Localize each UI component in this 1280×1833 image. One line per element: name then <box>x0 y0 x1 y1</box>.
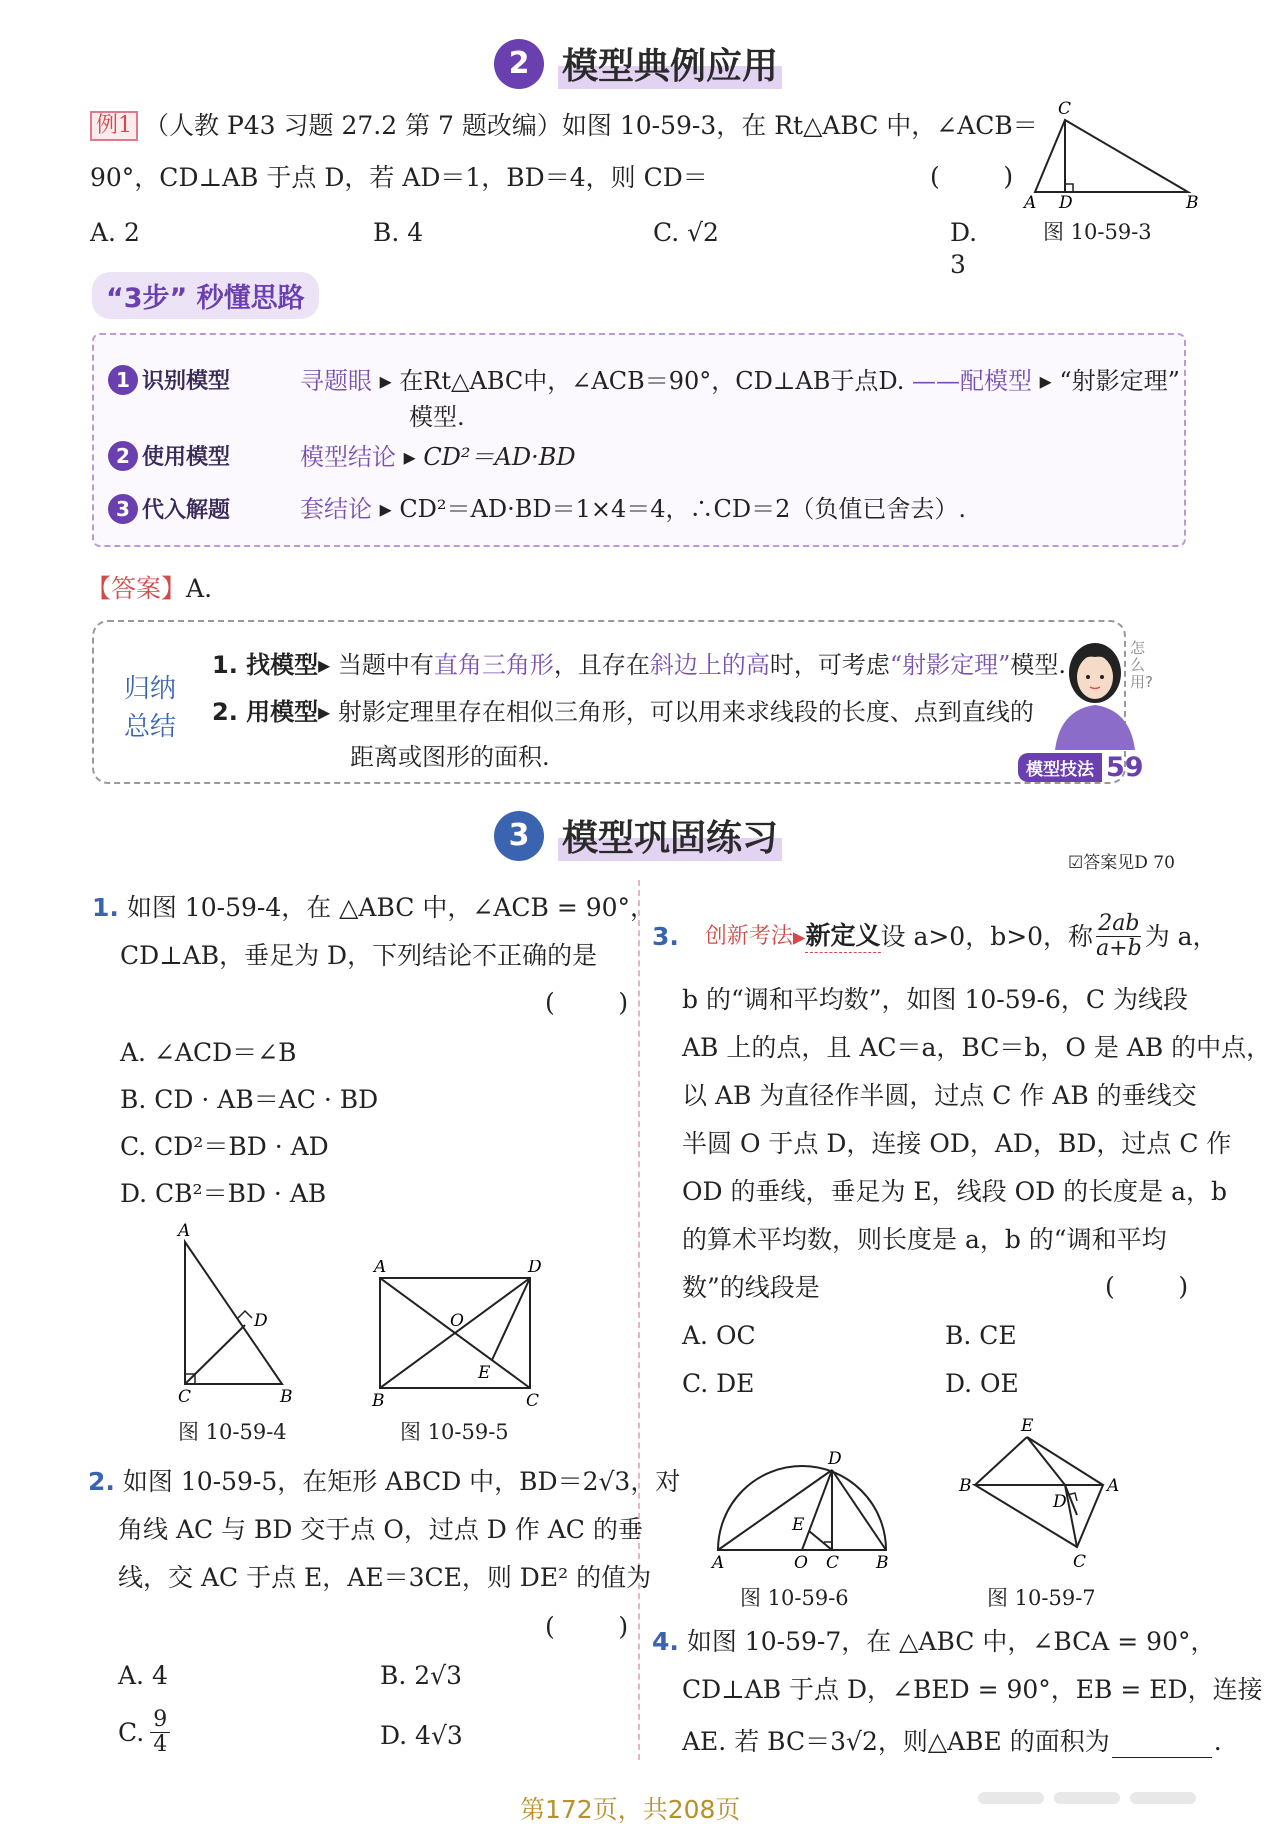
section2-title: 模型典例应用 <box>558 38 782 89</box>
fig4-label-a: A <box>178 1222 191 1241</box>
q1-option-b: B. CD · AB＝AC · BD <box>120 1085 379 1114</box>
figure-10-59-7 <box>955 1415 1135 1575</box>
innovation-tag: 创新考法 <box>704 923 793 949</box>
q3-line3: AB 上的点，且 AC＝a，BC＝b，O 是 AB 的中点， <box>682 1033 1272 1062</box>
three-step-title: “3步” 秒懂思路 <box>92 272 319 319</box>
technique-badge: 模型技法 59 <box>1018 752 1144 783</box>
q1-option-d: D. CB²＝BD · AB <box>120 1179 327 1208</box>
summary-item-1: 1. 找模型▸ 当题中有直角三角形，且存在斜边上的高时，可考虑“射影定理”模型. <box>212 651 1067 679</box>
summary-item-2-cont: 距离或图形的面积. <box>350 743 550 771</box>
section3-number: 3 <box>494 811 544 861</box>
step-1-badge: 1 识别模型 <box>108 364 230 395</box>
q3-option-a: A. OC <box>682 1321 756 1350</box>
step-1-content: 寻题眼 ▸ 在Rt△ABC中，∠ACB＝90°，CD⊥AB于点D. ——配模型 ▸ “射影定理” <box>300 367 1180 395</box>
fig7-label-c: C <box>1073 1552 1087 1572</box>
example-answer-paren: ( ) <box>930 162 1014 191</box>
q2-line3: 线，交 AC 于点 E，AE＝3CE，则 DE² 的值为 <box>118 1563 652 1592</box>
right-angle-mark <box>1065 184 1073 192</box>
q2-option-c: C. 9 4 <box>118 1708 170 1757</box>
page-indicator: 第172页，共208页 <box>520 1795 741 1824</box>
fig6-label-c: C <box>826 1553 840 1573</box>
summary-item-2: 2. 用模型▸ 射影定理里存在相似三角形，可以用来求线段的长度、点到直线的 <box>212 698 1034 726</box>
scroll-track[interactable] <box>978 1792 1238 1810</box>
q2-option-d: D. 4√3 <box>380 1721 463 1750</box>
example-option-b: B. 4 <box>373 218 424 247</box>
q4-line3: AE. 若 BC＝3√2，则△ABE 的面积为 . <box>682 1727 1222 1756</box>
section2-header <box>494 38 782 89</box>
q2-option-b: B. 2√3 <box>380 1661 463 1690</box>
figure-10-59-5 <box>368 1260 548 1410</box>
summary-label: 归纳 总结 <box>124 674 177 742</box>
q3-line7: 的算术平均数，则长度是 a，b 的“调和平均 <box>682 1225 1167 1254</box>
example-source: （人教 P43 习题 27.2 第 7 题改编） <box>144 111 562 140</box>
fig5-label-d: D <box>528 1260 542 1277</box>
step-2-content: 模型结论 ▸ CD²＝AD·BD <box>300 443 576 471</box>
example-option-c: C. √2 <box>653 218 719 247</box>
fig4-label-d: D <box>254 1311 268 1331</box>
example-stem-1: 如图 10-59-3，在 Rt△ABC 中，∠ACB＝ <box>561 111 1038 140</box>
q1-option-a: A. ∠ACD＝∠B <box>120 1038 297 1067</box>
q4-line1: 4. 如图 10-59-7，在 △ABC 中，∠BCA = 90°， <box>652 1627 1216 1656</box>
figure-10-59-6-caption: 图 10-59-6 <box>740 1586 849 1610</box>
step-1-content-2: 模型. <box>409 403 465 431</box>
fig7-label-e: E <box>1021 1416 1034 1436</box>
triangle-abc <box>1035 120 1188 192</box>
q2-line1: 2. 如图 10-59-5，在矩形 ABCD 中，BD＝2√3，对 <box>88 1467 681 1496</box>
example-line1 <box>90 110 1038 142</box>
fig7-label-d: D <box>1053 1492 1067 1512</box>
q3-option-b: B. CE <box>945 1321 1017 1350</box>
section2-number: 2 <box>494 39 544 89</box>
q3-option-c: C. DE <box>682 1369 755 1398</box>
q4-line2: CD⊥AB 于点 D，∠BED = 90°，EB = ED，连接 <box>682 1675 1263 1704</box>
fig6-label-e: E <box>792 1515 805 1535</box>
q3-line2: b 的“调和平均数”，如图 10-59-6，C 为线段 <box>682 985 1188 1014</box>
figure-10-59-7-caption: 图 10-59-7 <box>987 1586 1096 1610</box>
q1-line1: 1. 如图 10-59-4，在 △ABC 中，∠ACB = 90°， <box>92 893 656 922</box>
q3-paren: ( ) <box>1105 1272 1189 1301</box>
fig6-label-b: B <box>876 1553 889 1573</box>
fig6-label-d: D <box>828 1449 842 1469</box>
q1-option-c: C. CD²＝BD · AD <box>120 1132 329 1161</box>
figure-10-59-3 <box>1020 100 1200 210</box>
fig5-label-e: E <box>478 1363 491 1383</box>
q3-option-d: D. OE <box>945 1369 1019 1398</box>
label-b: B <box>1186 193 1199 210</box>
column-divider <box>638 880 640 1760</box>
section3-title: 模型巩固练习 <box>558 810 782 861</box>
q4-answer-blank[interactable] <box>1112 1731 1212 1758</box>
fig5-label-o: O <box>450 1311 464 1331</box>
label-a: A <box>1024 193 1037 210</box>
step-3-content: 套结论 ▸ CD²＝AD·BD＝1×4＝4，∴CD＝2（负值已舍去）. <box>300 495 967 523</box>
example-option-d: D. 3 <box>950 218 978 279</box>
q3-line4: 以 AB 为直径作半圆，过点 C 作 AB 的垂线交 <box>682 1081 1197 1110</box>
example-answer: 【答案】A. <box>86 574 213 603</box>
fig6-label-o: O <box>794 1553 808 1573</box>
figure-10-59-3-caption: 图 10-59-3 <box>1043 220 1152 244</box>
section3-header <box>494 810 782 861</box>
q2-option-a: A. 4 <box>118 1661 168 1690</box>
q2-paren: ( ) <box>545 1612 629 1641</box>
example-stem-2: 90°，CD⊥AB 于点 D，若 AD＝1，BD＝4，则 CD＝ <box>90 163 708 192</box>
label-c: C <box>1058 100 1072 119</box>
fig4-label-c: C <box>178 1387 192 1407</box>
figure-10-59-5-caption: 图 10-59-5 <box>400 1420 509 1444</box>
fig7-label-b: B <box>959 1476 972 1496</box>
thinking-bubble: 怎么用? <box>1130 639 1153 691</box>
fig5-label-b: B <box>372 1391 385 1410</box>
q3-line6: OD 的垂线，垂足为 E，线段 OD 的长度是 a，b <box>682 1177 1227 1206</box>
fig7-label-a: A <box>1107 1476 1120 1496</box>
fig4-label-b: B <box>280 1387 293 1407</box>
fig5-label-a: A <box>374 1260 387 1277</box>
q1-line2: CD⊥AB，垂足为 D，下列结论不正确的是 <box>120 941 598 970</box>
fig5-label-c: C <box>526 1391 540 1410</box>
figure-10-59-4 <box>170 1222 300 1407</box>
q2-line2: 角线 AC 与 BD 交于点 O，过点 D 作 AC 的垂 <box>118 1515 643 1544</box>
figure-10-59-4-caption: 图 10-59-4 <box>178 1420 287 1444</box>
q3-line8: 数”的线段是 <box>682 1273 820 1302</box>
step-2-badge: 2 使用模型 <box>108 440 230 471</box>
answer-reference: ☑答案见D 70 <box>1068 853 1175 873</box>
figure-10-59-6 <box>706 1448 896 1573</box>
step-3-badge: 3 代入解题 <box>108 493 230 524</box>
example-label: 例1 <box>90 111 138 141</box>
fig6-label-a: A <box>712 1553 725 1573</box>
q3-line5: 半圆 O 于点 D，连接 OD，AD，BD，过点 C 作 <box>682 1129 1232 1158</box>
q1-paren: ( ) <box>545 988 629 1017</box>
q3-line1: 3. 创新考法 ▸ 新定义 设 a>0，b>0，称 2ab a+b 为 a， <box>652 911 1218 961</box>
label-d: D <box>1059 193 1073 210</box>
example-option-a: A. 2 <box>90 218 140 247</box>
